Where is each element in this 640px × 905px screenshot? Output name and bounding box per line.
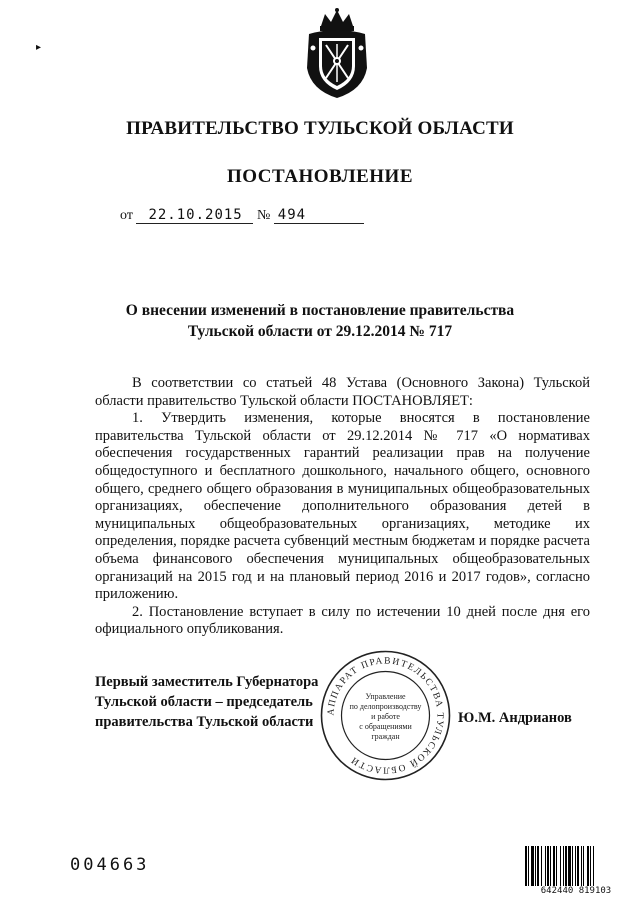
- barcode-bar: [577, 846, 579, 886]
- document-number: 494: [274, 208, 364, 224]
- barcode-bar: [563, 846, 564, 886]
- subject-line: О внесении изменений в постановление правительства: [125, 302, 515, 319]
- barcode-bar: [575, 846, 576, 886]
- signatory-line: правительства Тульской области: [95, 714, 314, 730]
- signatory-name: Ю.М. Андрианов: [458, 710, 572, 726]
- scan-mark: ▸: [36, 42, 42, 53]
- coat-of-arms-icon: [301, 8, 373, 100]
- date-label: от: [120, 208, 133, 223]
- barcode-bar: [525, 846, 527, 886]
- signatory-position: [95, 672, 318, 732]
- document-date: 22.10.2015: [136, 208, 253, 224]
- barcode-bar: [528, 846, 529, 886]
- stamp-text: по делопроизводству: [349, 702, 422, 711]
- barcode-bar: [572, 846, 573, 886]
- document-subject: [0, 300, 640, 342]
- barcode-bar: [531, 846, 534, 886]
- stamp-text: и работе: [371, 712, 400, 721]
- barcode-bar: [547, 846, 549, 886]
- preamble-paragraph: В соответствии со статьей 48 Устава (Основного Закона) Тульской области правительство Тульской области ПОСТАНОВЛЯЕТ:: [95, 375, 590, 409]
- official-stamp: [318, 648, 453, 783]
- barcode-bar: [541, 846, 542, 886]
- barcode-bar: [593, 846, 594, 886]
- signatory-line: Первый заместитель Губернатора: [95, 674, 319, 690]
- barcode-bar: [565, 846, 567, 886]
- barcode-bar: [553, 846, 555, 886]
- date-number-line: [120, 208, 364, 224]
- barcode-bar: [583, 846, 584, 886]
- registration-number: 004663: [70, 855, 150, 875]
- barcode-bar: [587, 846, 589, 886]
- barcode-number: 642440 819103: [540, 886, 612, 896]
- government-title: ПРАВИТЕЛЬСТВО ТУЛЬСКОЙ ОБЛАСТИ: [126, 118, 514, 139]
- document-body: [95, 375, 590, 639]
- barcode-bar: [560, 846, 561, 886]
- barcode-bar: [581, 846, 582, 886]
- barcode-icon: [524, 846, 628, 888]
- barcode-bar: [535, 846, 536, 886]
- barcode-bar: [550, 846, 551, 886]
- barcode-bar: [590, 846, 591, 886]
- signatory-line: Тульской области – председатель: [95, 694, 313, 710]
- stamp-text: с обращениями: [359, 722, 412, 731]
- barcode-bar: [545, 846, 546, 886]
- barcode-bar: [537, 846, 539, 886]
- stamp-text: Управление: [365, 692, 406, 701]
- stamp-text: граждан: [371, 732, 400, 741]
- item-paragraph: 1. Утвердить изменения, которые вносятся в постановление правительства Тульской области от 29.12.2014 № 717 «О нормативах обеспечения государственных гарантий реализации прав на получение общедоступного и бесплатного дошкольного, начального общего, основного общего, среднего общего образования в муниципальных общеобразовательных организациях, обеспечение дополнительного образования детей в муниципальных общеобразовательных организациях, методике их определения, порядке расчета субвенций местным бюджетам и порядке расчета объема финансового обеспечения муниципальных общеобразовательных организаций на 2015 год и на плановый период 2016 и 2017 годов», согласно приложению.: [95, 410, 590, 603]
- barcode-bar: [556, 846, 557, 886]
- stamp-ring-text: АППАРАТ ПРАВИТЕЛЬСТВА ТУЛЬСКОЙ ОБЛАСТИ: [326, 656, 445, 775]
- number-label: №: [256, 208, 271, 223]
- subject-line: Тульской области от 29.12.2014 № 717: [187, 323, 453, 340]
- item-paragraph: 2. Постановление вступает в силу по истечении 10 дней после дня его официального опубликования.: [95, 603, 590, 638]
- document-type: ПОСТАНОВЛЕНИЕ: [226, 166, 414, 187]
- barcode-bar: [568, 846, 571, 886]
